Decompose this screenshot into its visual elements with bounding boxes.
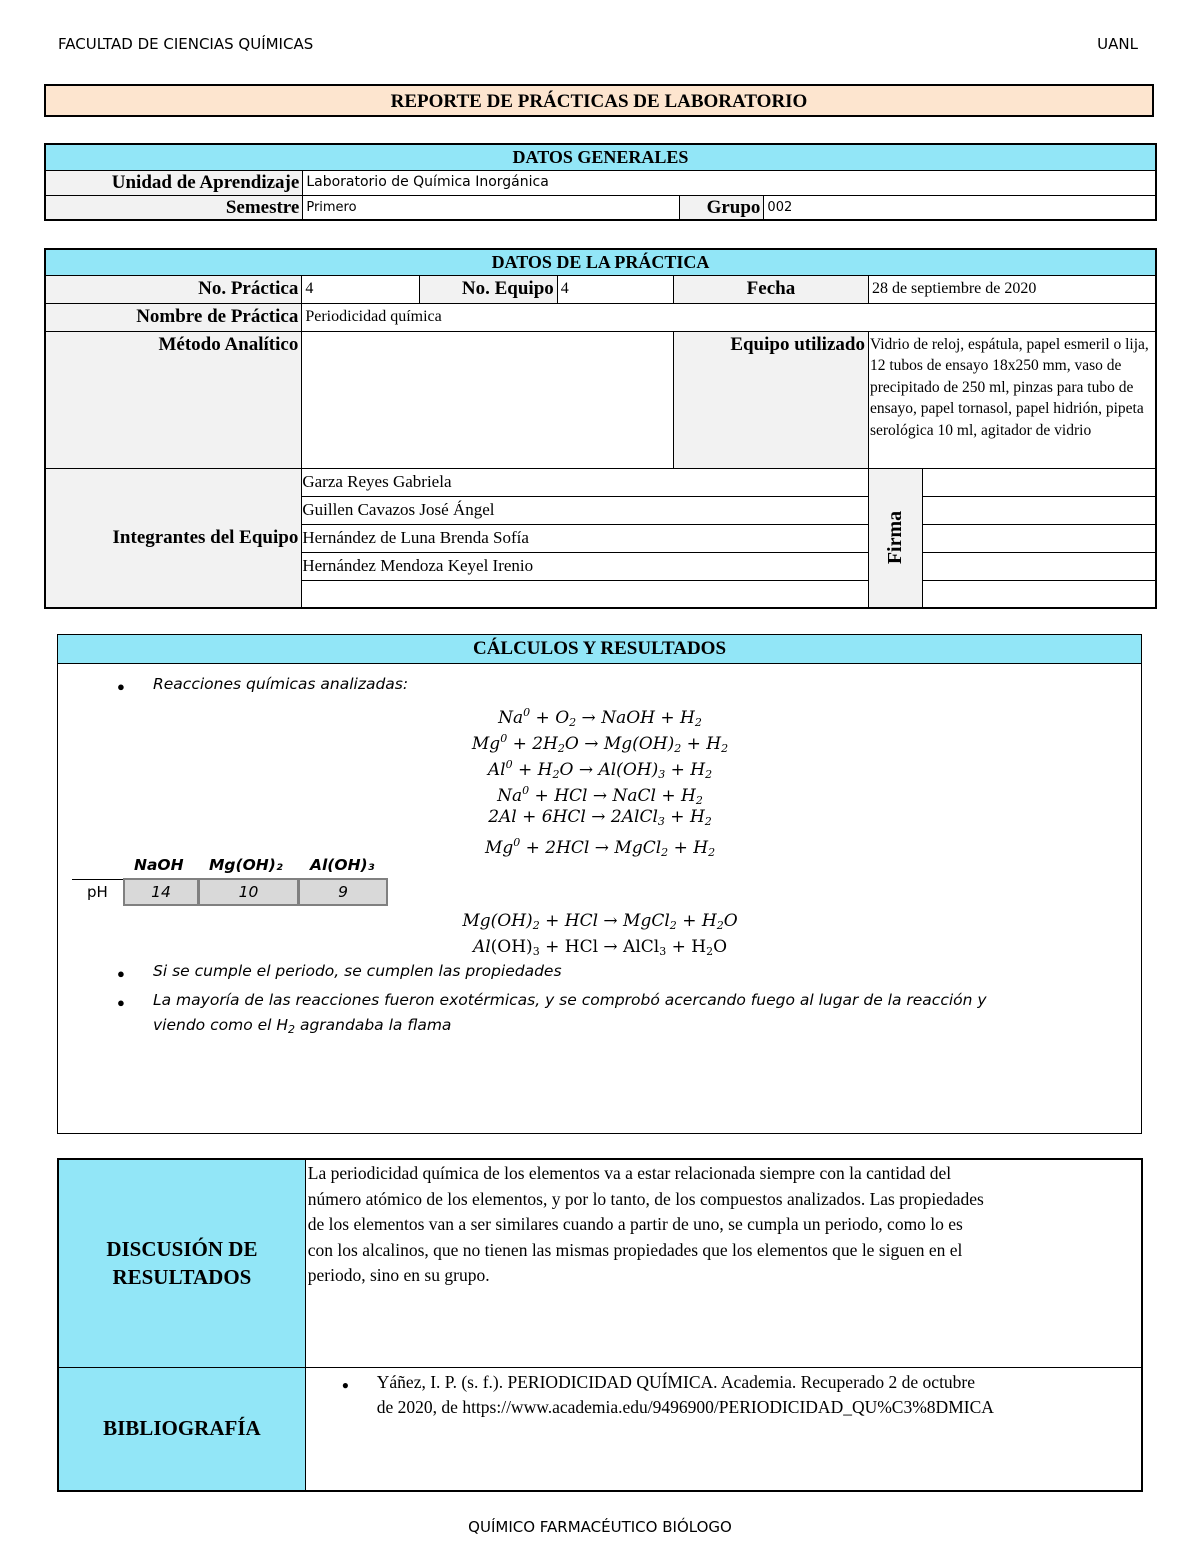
bibliografia-text: ● Yáñez, I. P. (s. f.). PERIODICIDAD QUÍMICA. Academia. Recuperado 2 de octubre de 2020, de https://www.academia.edu/9496900/PERIODICIDAD_QU%C3%8DMICA (305, 1367, 1142, 1491)
firma-2 (923, 496, 1156, 524)
equation-7: $Mg(OH)_2$ + HCl → MgCl$_2$ + $H_2O$ (462, 911, 738, 932)
bullet-reacciones: Reacciones químicas analizadas: (153, 675, 409, 693)
equipo-utilizado-label: Equipo utilizado (673, 331, 868, 468)
firma-5 (923, 580, 1156, 608)
bullet-exotermicas: La mayoría de las reacciones fueron exotérmicas, y se comprobó acercando fuego al lugar de la reacción y (153, 991, 987, 1009)
no-equipo-value: 4 (557, 275, 673, 303)
bullet-icon: ● (117, 966, 125, 981)
equations-block-2 (300, 908, 900, 960)
equation-3: $Al^0 + H_2O \to Al(OH)_3 + H_2$ (487, 758, 713, 781)
ph-divider (72, 879, 124, 880)
integrantes-label: Integrantes del Equipo (45, 468, 302, 608)
integrante-2: Guillen Cavazos José Ángel (302, 496, 869, 524)
bullet-icon: ● (117, 995, 125, 1010)
nombre-value: Periodicidad química (302, 303, 1156, 331)
equation-6: $Mg^0 + 2HCl$ → MgCl$_2$ + $H_2$ (484, 836, 716, 859)
integrante-5 (302, 580, 869, 608)
integrante-4: Hernández Mendoza Keyel Irenio (302, 552, 869, 580)
equation-4: $Na^0$ + HCl → NaCl + $H_2$ (497, 784, 703, 807)
equation-1: $Na^0 + O_2$ → NaOH + $H_2$ (498, 706, 702, 729)
calculos-heading: CÁLCULOS Y RESULTADOS (58, 634, 1141, 664)
unidad-value: Laboratorio de Química Inorgánica (303, 170, 1156, 195)
equation-5: 2Al + 6HCl → 2AlCl$_3$ + $H_2$ (488, 807, 712, 828)
unidad-label: Unidad de Aprendizaje (45, 170, 303, 195)
metodo-label: Método Analítico (45, 331, 302, 468)
report-title: REPORTE DE PRÁCTICAS DE LABORATORIO (44, 84, 1154, 117)
ph-label: pH (87, 883, 108, 901)
bullet-exotermicas-line2: viendo como el $H_2$ agrandaba la flama (153, 1016, 452, 1036)
datos-generales-heading: DATOS GENERALES (45, 144, 1156, 170)
ph-header-mgoh2: Mg(OH)₂ (209, 856, 283, 874)
equation-8: $Al(OH)_3$ + HCl → AlCl$_3$ + $H_2O$ (472, 937, 728, 958)
ph-value-mgoh2: 10 (199, 878, 299, 906)
no-practica-label: No. Práctica (45, 275, 302, 303)
datos-generales-table (44, 143, 1157, 221)
semestre-value: Primero (303, 195, 680, 220)
firma-1 (923, 468, 1156, 496)
no-equipo-label: No. Equipo (420, 275, 557, 303)
semestre-label: Semestre (45, 195, 303, 220)
firma-label: Firma (884, 511, 907, 565)
equations-block (300, 700, 900, 859)
ph-header-aloh3: Al(OH)₃ (310, 856, 375, 874)
integrante-1: Garza Reyes Gabriela (302, 468, 869, 496)
firma-3 (923, 524, 1156, 552)
university-header: UANL (1097, 35, 1138, 53)
fecha-value: 28 de septiembre de 2020 (868, 275, 1156, 303)
ph-value-aloh3: 9 (299, 878, 388, 906)
discusion-table (57, 1158, 1143, 1492)
bullet-icon: ● (117, 679, 125, 694)
bibliografia-label: BIBLIOGRAFÍA (58, 1367, 305, 1491)
bullet-icon: ● (341, 1377, 350, 1392)
equation-2: $Mg^0 + 2H_2O \to Mg(OH)_2 + H_2$ (471, 732, 729, 755)
equipo-utilizado-value: Vidrio de reloj, espátula, papel esmeril o lija, 12 tubos de ensayo 18x250 mm, vaso de precipitado de 250 ml, pinzas para tubo de ensayo, papel tornasol, papel hidrión, pipeta serológica 10 ml, agitador de vidrio (868, 331, 1156, 468)
grupo-value: 002 (764, 195, 1156, 220)
ph-header-naoh: NaOH (134, 856, 184, 874)
datos-practica-heading: DATOS DE LA PRÁCTICA (45, 249, 1156, 275)
discusion-label: DISCUSIÓN DE RESULTADOS (58, 1159, 305, 1367)
discusion-text: La periodicidad química de los elementos va a estar relacionada siempre con la cantidad del número atómico de los elementos, y por lo tanto, de los compuestos analizados. Las propiedades de los elementos van a ser similares cuando a partir de uno, se cumpla un periodo, como lo es con los alcalinos, que no tienen las mismas propiedades que los elementos que le siguen en el periodo, sino en su grupo. (305, 1159, 1142, 1367)
nombre-label: Nombre de Práctica (45, 303, 302, 331)
integrante-3: Hernández de Luna Brenda Sofía (302, 524, 869, 552)
fecha-label: Fecha (673, 275, 868, 303)
ph-value-naoh: 14 (123, 878, 199, 906)
metodo-value (302, 331, 674, 468)
firma-label-cell (868, 468, 922, 608)
footer: QUÍMICO FARMACÉUTICO BIÓLOGO (468, 1518, 732, 1536)
firma-4 (923, 552, 1156, 580)
faculty-header: FACULTAD DE CIENCIAS QUÍMICAS (58, 35, 314, 53)
datos-practica-table (44, 248, 1157, 609)
grupo-label: Grupo (680, 195, 764, 220)
no-practica-value: 4 (302, 275, 420, 303)
bullet-periodo: Si se cumple el periodo, se cumplen las propiedades (153, 962, 562, 980)
